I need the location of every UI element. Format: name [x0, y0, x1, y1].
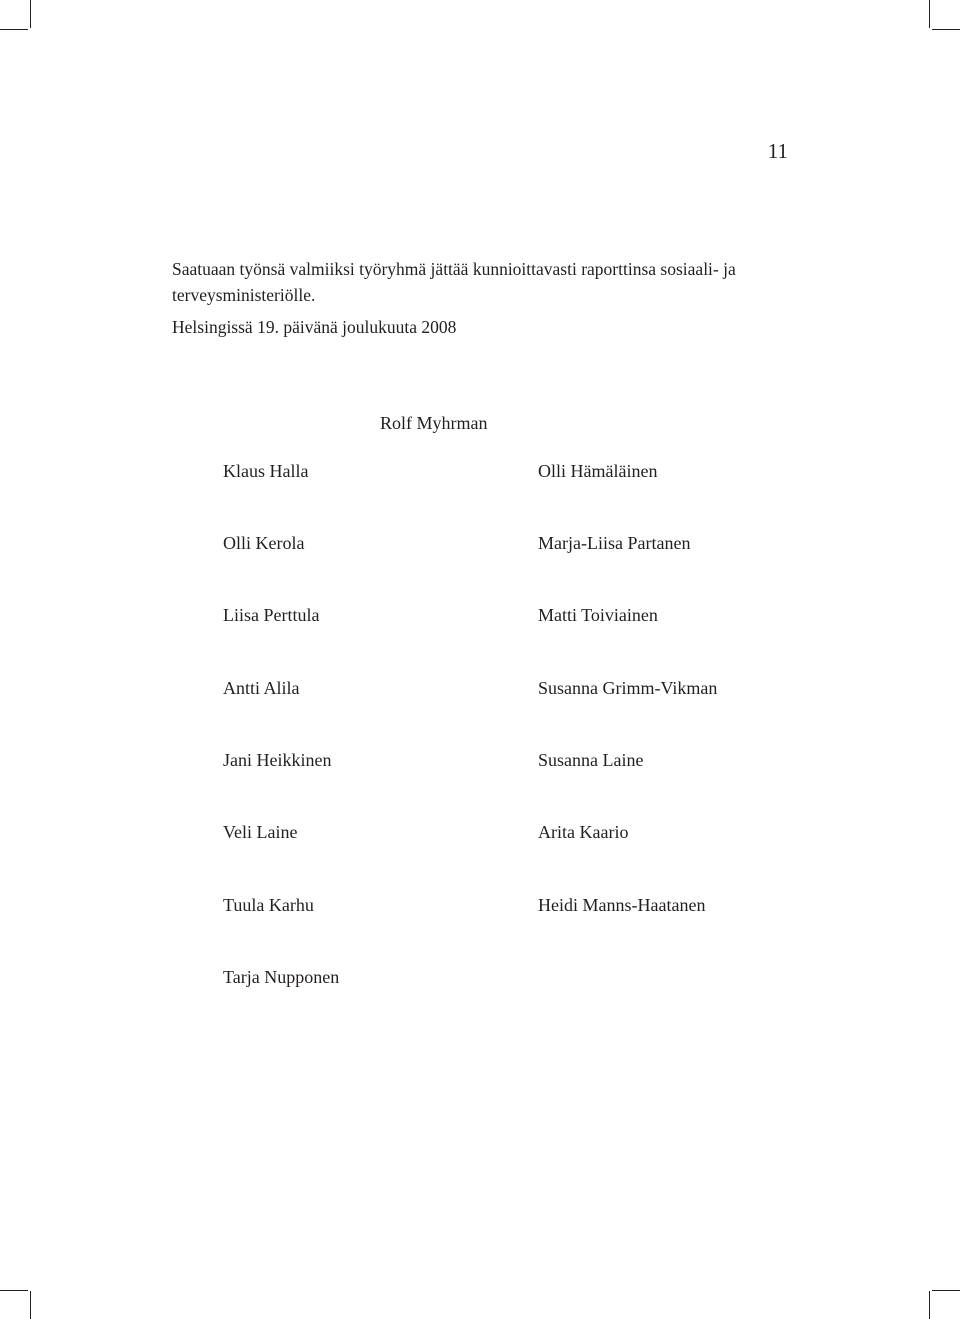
place-and-date: Helsingissä 19. päivänä joulukuuta 2008 [172, 317, 457, 337]
signature-right: Olli Hämäläinen [538, 461, 658, 481]
page-number: 11 [767, 139, 788, 163]
signature-right: Matti Toiviainen [538, 605, 658, 625]
signature-right: Heidi Manns-Haatanen [538, 895, 706, 915]
signature-right: Arita Kaario [538, 822, 629, 842]
signature-left: Jani Heikkinen [223, 750, 332, 770]
crop-mark-top-left-horizontal [0, 29, 28, 30]
crop-mark-bottom-right-horizontal [932, 1290, 960, 1291]
signature-left: Antti Alila [223, 678, 300, 698]
signature-right: Susanna Laine [538, 750, 644, 770]
crop-mark-bottom-left-horizontal [0, 1290, 28, 1291]
signature-left: Veli Laine [223, 822, 298, 842]
signature-right: Marja-Liisa Partanen [538, 533, 691, 553]
crop-mark-top-left-vertical [30, 0, 31, 28]
signature-left: Olli Kerola [223, 533, 305, 553]
signature-left: Liisa Perttula [223, 605, 320, 625]
closing-paragraph: Saatuaan työnsä valmiiksi työryhmä jättää kunnioittavasti raporttinsa sosiaali- ja terveysministeriölle. [172, 259, 736, 305]
signature-left: Tarja Nupponen [223, 967, 340, 987]
crop-mark-top-right-vertical [929, 0, 930, 28]
signature-left: Klaus Halla [223, 461, 309, 481]
crop-mark-bottom-left-vertical [30, 1291, 31, 1319]
signature-chair: Rolf Myhrman [380, 413, 488, 433]
crop-mark-bottom-right-vertical [929, 1291, 930, 1319]
body-text [172, 256, 792, 340]
signature-left: Tuula Karhu [223, 895, 314, 915]
signature-right: Susanna Grimm-Vikman [538, 678, 718, 698]
crop-mark-top-right-horizontal [932, 29, 960, 30]
